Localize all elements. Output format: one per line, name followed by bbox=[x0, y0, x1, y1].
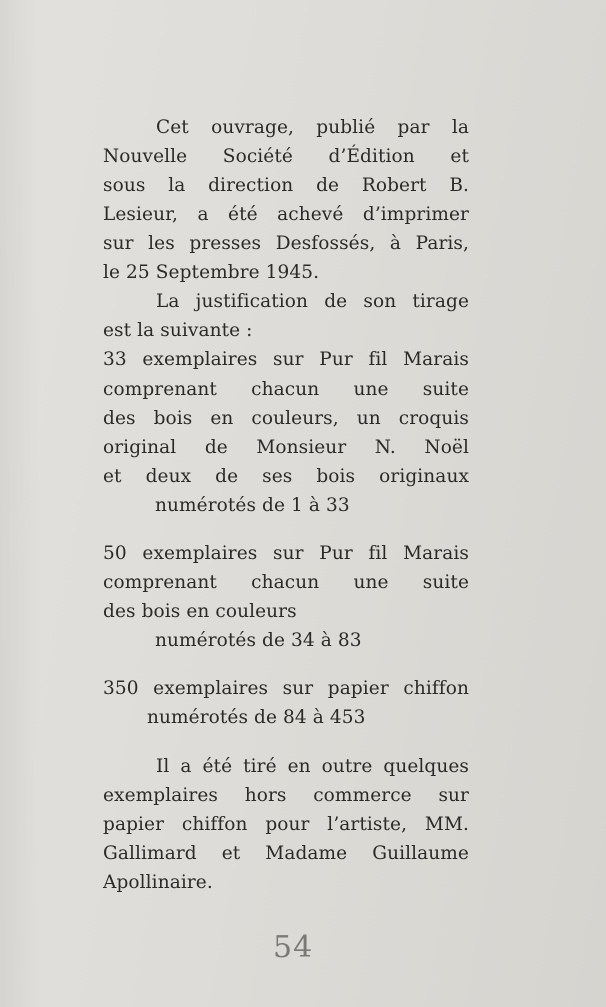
edition-line: original de Monsieur N. Noël bbox=[103, 437, 469, 458]
justification-line: est la suivante : bbox=[103, 320, 253, 341]
colophon-line: Cet ouvrage, publié par la bbox=[156, 117, 469, 138]
colophon-line: sur les presses Desfossés, à Paris, bbox=[103, 233, 469, 254]
edition-line: 350 exemplaires sur papier chiffon bbox=[103, 678, 469, 699]
edition-line: comprenant chacun une suite bbox=[103, 379, 469, 400]
edition-line: comprenant chacun une suite bbox=[103, 572, 469, 593]
colophon-line: Nouvelle Société d’Édition et bbox=[103, 146, 469, 167]
edition-numbering: numérotés de 84 à 453 bbox=[147, 707, 366, 728]
edition-line: 50 exemplaires sur Pur fil Marais bbox=[103, 543, 469, 564]
closing-line: exemplaires hors commerce sur bbox=[103, 785, 469, 806]
edition-line: 33 exemplaires sur Pur fil Marais bbox=[103, 349, 469, 370]
colophon-line: Lesieur, a été achevé d’imprimer bbox=[103, 204, 469, 225]
page-gutter-shade bbox=[0, 0, 40, 1007]
page-number: 54 bbox=[273, 930, 314, 965]
closing-line: papier chiffon pour l’artiste, MM. bbox=[103, 814, 469, 835]
edition-numbering: numérotés de 34 à 83 bbox=[155, 630, 362, 651]
justification-line: La justification de son tirage bbox=[156, 291, 469, 312]
colophon-line: le 25 Septembre 1945. bbox=[103, 262, 320, 283]
closing-line: Il a été tiré en outre quelques bbox=[156, 756, 469, 777]
edition-line: des bois en couleurs bbox=[103, 601, 297, 622]
closing-line: Apollinaire. bbox=[103, 872, 213, 893]
closing-line: Gallimard et Madame Guillaume bbox=[103, 843, 469, 864]
edition-line: des bois en couleurs, un croquis bbox=[103, 408, 469, 429]
edition-numbering: numérotés de 1 à 33 bbox=[155, 495, 350, 516]
edition-line: et deux de ses bois originaux bbox=[103, 466, 469, 487]
colophon-line: sous la direction de Robert B. bbox=[103, 175, 469, 196]
